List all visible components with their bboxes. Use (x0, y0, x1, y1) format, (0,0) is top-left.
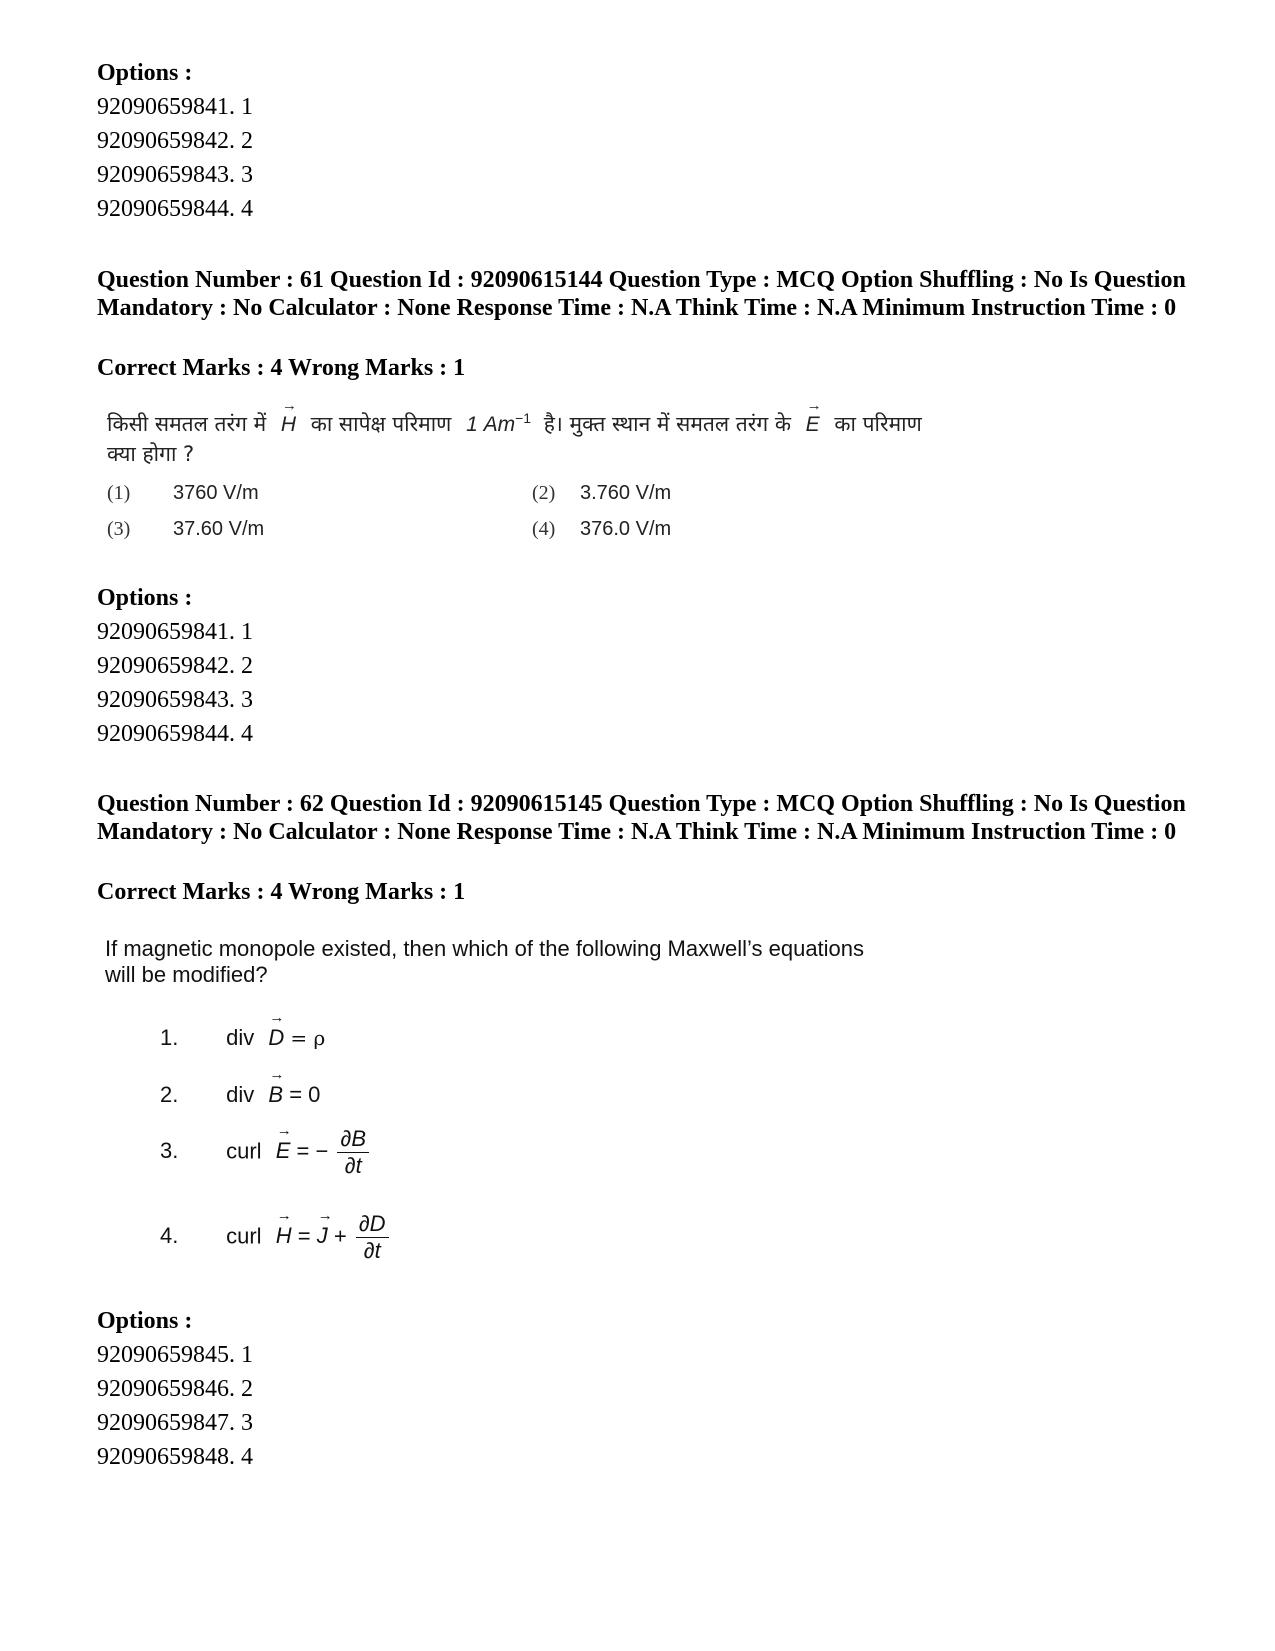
equation-3 (160, 1126, 369, 1179)
vector-b: → B (268, 1082, 283, 1108)
vector-e: → E (806, 413, 820, 437)
choice-number: (1) (107, 482, 131, 504)
question-61-marks: Correct Marks : 4 Wrong Marks : 1 (97, 355, 466, 381)
q62-line1: If magnetic monopole existed, then which of the following Maxwell’s equations (105, 936, 865, 961)
fraction-numerator: ∂B (337, 1126, 369, 1153)
equation-4 (160, 1211, 389, 1264)
q61-text-part1: किसी समतल तरंग में (107, 412, 267, 436)
equation-plus: + (333, 1223, 347, 1249)
equation-rhs: = ρ (290, 1026, 326, 1050)
equation-op: div (226, 1025, 255, 1050)
equation-number: 1. (160, 1025, 179, 1050)
vector-d: → D (268, 1025, 284, 1051)
question-62-text (105, 936, 1005, 988)
q61-unit-exp: −1 (515, 410, 532, 426)
equation-op: curl (226, 1223, 262, 1249)
q61-choice-4 (532, 518, 671, 541)
q61-choice-2 (532, 482, 671, 505)
vector-e: → E (276, 1138, 291, 1164)
q61-choice-3 (107, 518, 264, 541)
option-item: 92090659842. 2 (97, 128, 253, 154)
vector-h: → H (276, 1223, 292, 1249)
vector-h: → H (281, 413, 296, 437)
q61-text-part2: का सापेक्ष परिमाण (310, 412, 452, 436)
q61-text-line2: क्या होगा ? (107, 442, 195, 466)
question-62-marks: Correct Marks : 4 Wrong Marks : 1 (97, 879, 466, 905)
option-item: 92090659842. 2 (97, 653, 253, 679)
equation-equals: = (297, 1223, 311, 1249)
choice-number: (4) (532, 518, 556, 540)
choice-number: (2) (532, 482, 556, 504)
option-item: 92090659847. 3 (97, 1410, 253, 1436)
option-item: 92090659846. 2 (97, 1376, 253, 1402)
question-61-header: Question Number : 61 Question Id : 92090615144 Question Type : MCQ Option Shuffling : No Is Question Mandatory : No Calculator : None Response Time : N.A Think Time : N.A Minimum Instruction Time : 0 (97, 267, 1186, 321)
choice-number: (3) (107, 518, 131, 540)
options-label: Options : (97, 585, 193, 611)
fraction (337, 1126, 369, 1179)
fraction-denominator: ∂t (344, 1153, 362, 1178)
equation-op: div (226, 1082, 255, 1107)
options-label: Options : (97, 1308, 193, 1334)
equation-rhs: = − (296, 1138, 329, 1164)
equation-rhs: = 0 (289, 1082, 321, 1107)
choice-value: 3.760 V/m (580, 482, 672, 504)
option-item: 92090659848. 4 (97, 1444, 253, 1470)
q61-choice-1 (107, 482, 259, 505)
q61-text-part3: है। मुक्त स्थान में समतल तरंग के (543, 412, 791, 436)
fraction-numerator: ∂D (356, 1211, 389, 1238)
option-item: 92090659845. 1 (97, 1342, 253, 1368)
option-item: 92090659844. 4 (97, 721, 253, 747)
option-item: 92090659843. 3 (97, 687, 253, 713)
question-62-header: Question Number : 62 Question Id : 92090615145 Question Type : MCQ Option Shuffling : No Is Question Mandatory : No Calculator : None Response Time : N.A Think Time : N.A Minimum Instruction Time : 0 (97, 791, 1186, 845)
q61-unit: 1 Am (466, 413, 516, 436)
options-label: Options : (97, 60, 193, 86)
q62-options-block (97, 1304, 1197, 1474)
vector-j: → J (317, 1223, 328, 1249)
choice-value: 376.0 V/m (580, 518, 672, 540)
question-61-text (107, 410, 1107, 438)
equation-op: curl (226, 1138, 262, 1164)
fraction (356, 1211, 389, 1264)
equation-1 (160, 1025, 325, 1051)
option-item: 92090659841. 1 (97, 94, 253, 120)
equation-number: 2. (160, 1082, 179, 1107)
equation-2 (160, 1082, 320, 1108)
q61-options-block (97, 581, 1197, 751)
equation-number: 3. (160, 1138, 179, 1164)
option-item: 92090659841. 1 (97, 619, 253, 645)
option-item: 92090659843. 3 (97, 162, 253, 188)
choice-value: 3760 V/m (173, 482, 259, 504)
choice-value: 37.60 V/m (173, 518, 265, 540)
fraction-denominator: ∂t (363, 1238, 381, 1263)
option-item: 92090659844. 4 (97, 196, 253, 222)
options-block-prev (97, 56, 1197, 226)
equation-number: 4. (160, 1223, 179, 1249)
q61-text-part4: का परिमाण (834, 412, 922, 436)
q62-line2: will be modified? (105, 962, 268, 987)
